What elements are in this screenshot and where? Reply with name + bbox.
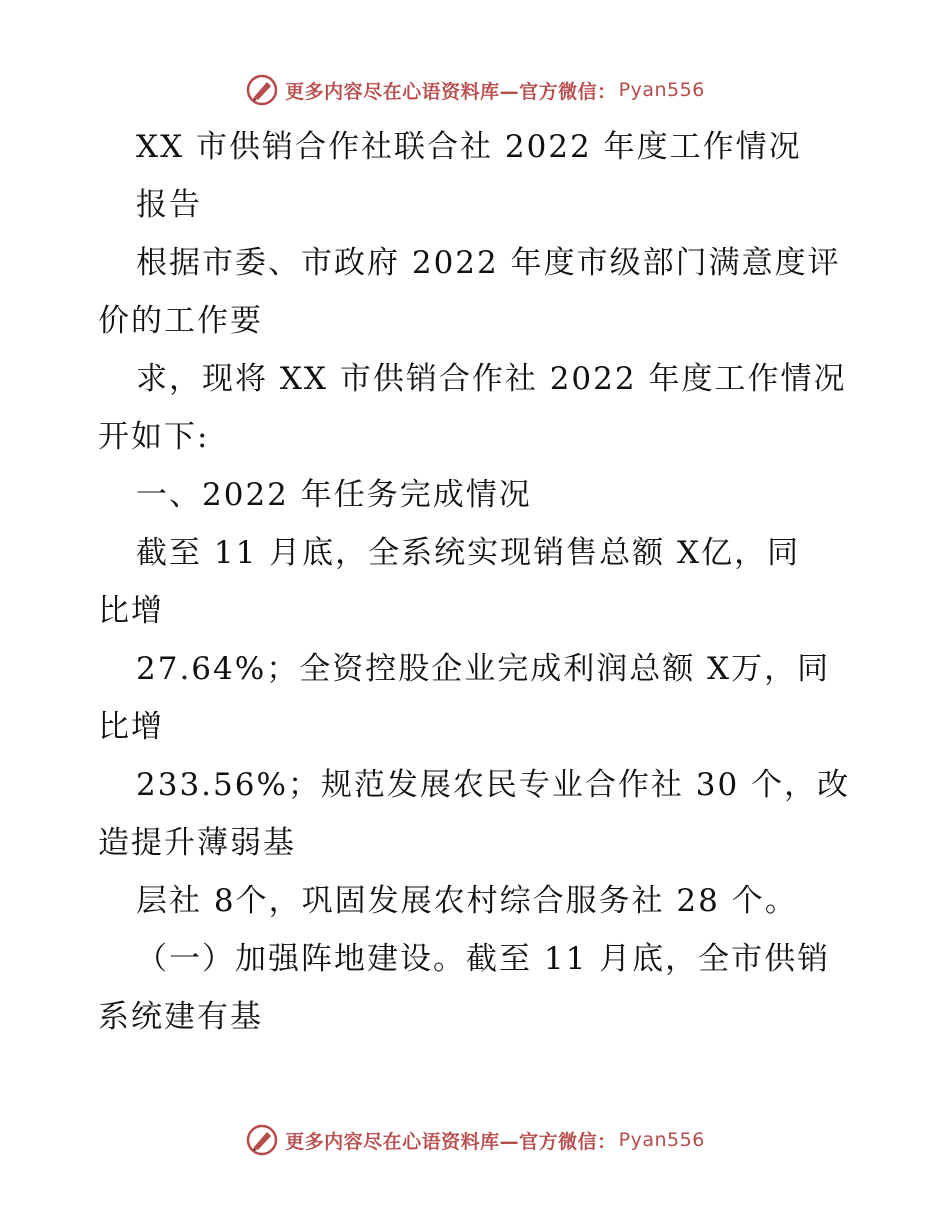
paragraph-line: 比增 — [98, 709, 164, 745]
subsection-heading: （一）加强阵地建设。截至 11 月底，全市供销 — [136, 941, 831, 977]
doc-title-line-1: XX 市供销合作社联合社 2022 年度工作情况 — [136, 129, 802, 165]
section-heading: 一、2022 年任务完成情况 — [136, 477, 532, 513]
watermark-wechat-id: Pyan556 — [618, 79, 705, 101]
paragraph-line: 截至 11 月底，全系统实现销售总额 X亿，同 — [136, 535, 801, 571]
paragraph-line: 比增 — [98, 593, 164, 629]
paragraph-line: 求，现将 XX 市供销合作社 2022 年度工作情况 — [136, 361, 847, 397]
paragraph-line: 价的工作要 — [98, 303, 263, 339]
doc-title-line-2: 报告 — [136, 187, 202, 223]
watermark-wechat-id: Pyan556 — [618, 1129, 705, 1151]
paragraph-line: 开如下: — [98, 419, 210, 455]
header-watermark — [0, 70, 950, 110]
watermark-text: 更多内容尽在心语资料库—官方微信： — [285, 80, 617, 103]
footer-watermark — [0, 1120, 950, 1160]
paragraph-line: 27.64%；全资控股企业完成利润总额 X万，同 — [136, 651, 831, 687]
paragraph-line: 系统建有基 — [98, 999, 263, 1035]
paragraph-line: 233.56%；规范发展农民专业合作社 30 个，改 — [136, 767, 851, 803]
paragraph-line: 造提升薄弱基 — [98, 825, 296, 861]
pen-logo-icon — [245, 1123, 279, 1157]
paragraph-line: 层社 8个，巩固发展农村综合服务社 28 个。 — [136, 883, 798, 919]
watermark-text: 更多内容尽在心语资料库—官方微信： — [285, 1130, 617, 1153]
paragraph-line: 根据市委、市政府 2022 年度市级部门满意度评 — [136, 245, 841, 281]
pen-logo-icon — [245, 73, 279, 107]
